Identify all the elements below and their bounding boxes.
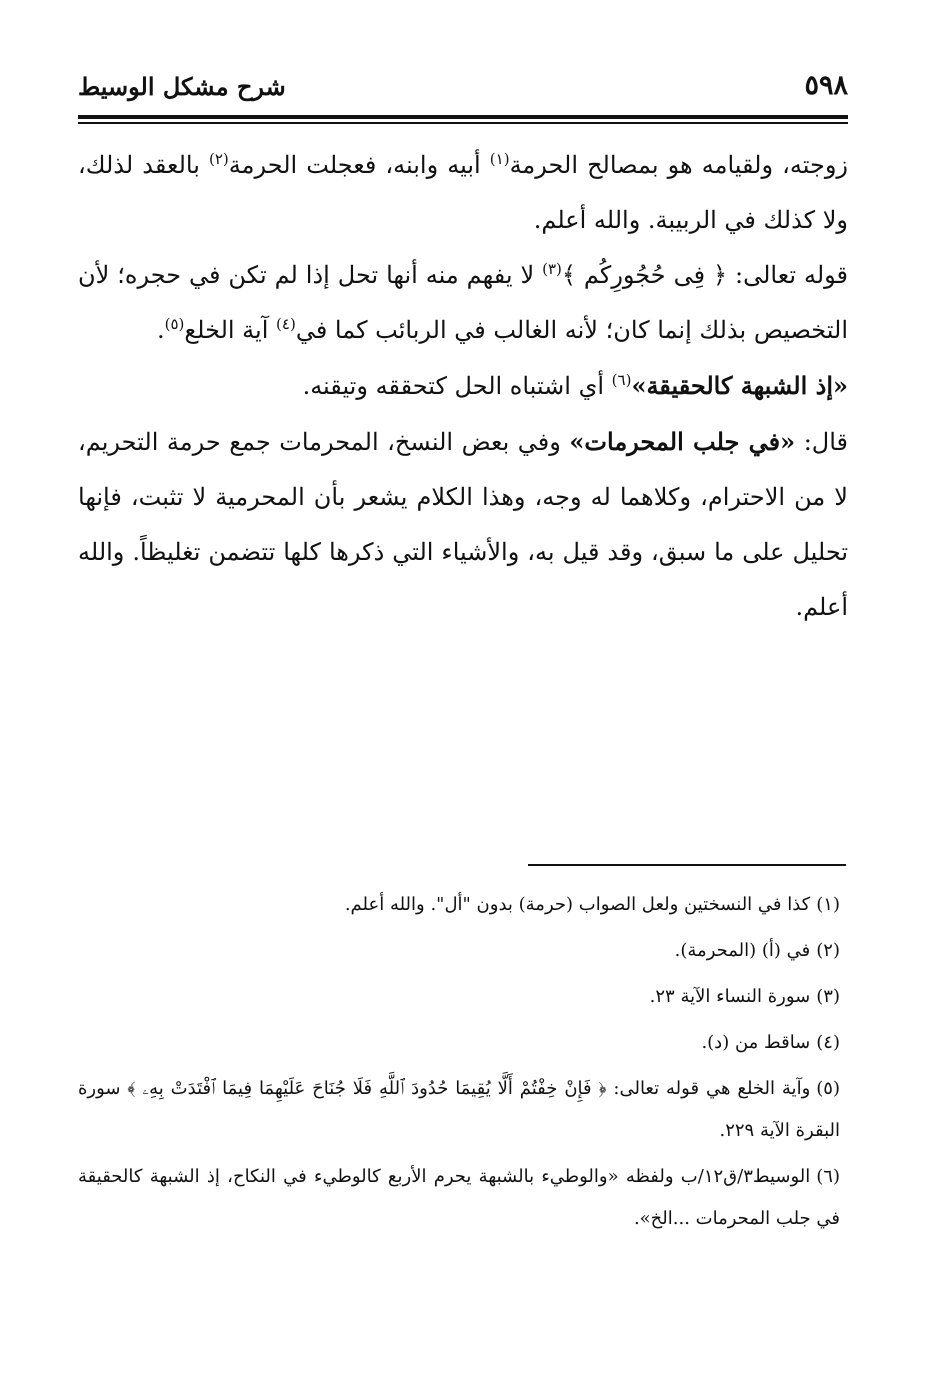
footnote-5 [78, 1068, 840, 1152]
footnote-number: (٥) [816, 1078, 840, 1099]
text-segment: وفي بعض النسخ، المحرمات جمع حرمة التحريم، لا من الاحترام، وكلاهما له وجه، وهذا الكلام يشعر بأن المحرمية لا تثبت، فإنها تحليل على ما سبق، وقد قيل به، والأشياء التي ذكرها كلها تتضمن تغليظاً. والله أعلم. [78, 428, 848, 621]
quoted-phrase: «في جلب المحرمات» [569, 427, 796, 456]
text-segment: آية الخلع [184, 316, 277, 344]
footnote-number: (٢) [816, 940, 840, 961]
footnote-number: (٦) [816, 1166, 840, 1187]
footnote-2 [78, 930, 840, 972]
quoted-phrase: «إذ الشبهة كالحقيقة» [631, 371, 848, 400]
text-segment: بالعقد لذلك، ولا كذلك في الربيبة. والله أعلم. [78, 151, 848, 234]
text-segment: زوجته، ولقيامه هو بمصالح الحرمة [509, 151, 849, 179]
footnote-ref-1: (١) [489, 150, 510, 168]
page-number: ٥٩٨ [804, 70, 848, 101]
footnote-text: ساقط من (د). [701, 1032, 811, 1053]
text-segment: أبيه وابنه، فعجلت الحرمة [228, 151, 490, 179]
footnote-separator [528, 864, 846, 866]
header-rule-thin [78, 122, 848, 124]
main-text [78, 138, 848, 635]
paragraph-2 [78, 248, 848, 358]
quran-quote: قوله تعالى: ﴿ فِى حُجُورِكُم ﴾ [561, 261, 849, 289]
running-header [78, 66, 848, 106]
text-segment: قال: [795, 428, 849, 456]
footnote-number: (١) [816, 894, 840, 915]
footnote-6 [78, 1156, 840, 1240]
header-rule-thick [78, 115, 848, 119]
text-segment: أي اشتباه الحل كتحققه وتيقنه. [302, 372, 612, 400]
footnote-4 [78, 1022, 840, 1064]
paragraph-4 [78, 414, 848, 635]
footnote-1 [78, 884, 840, 926]
footnote-ref-5: (٥) [164, 315, 185, 333]
footnote-text: وآية الخلع هي قوله تعالى: ﴿ فَإِنْ خِفْتُمْ أَلَّا يُقِيمَا حُدُودَ ٱللَّهِ فَلَا جُنَاحَ عَلَيْهِمَا فِيمَا ٱفْتَدَتْ بِهِۦ ﴾ سورة البقرة الآية ٢٢٩. [78, 1078, 840, 1141]
footnotes [78, 884, 840, 1244]
footnote-ref-4: (٤) [276, 315, 296, 333]
footnote-ref-6: (٦) [611, 371, 632, 389]
footnote-text: كذا في النسختين ولعل الصواب (حرمة) بدون "أل". والله أعلم. [344, 894, 811, 915]
book-title: شرح مشكل الوسيط [78, 72, 286, 101]
footnote-ref-2: (٢) [208, 150, 229, 168]
footnote-number: (٣) [816, 986, 840, 1007]
footnote-text: الوسيط٣/ق١٢/ب ولفظه «والوطيء بالشبهة يحرم الأربع كالوطيء في النكاح، إذ الشبهة كالحقيقة في جلب المحرمات ...الخ». [78, 1166, 840, 1229]
footnote-number: (٤) [816, 1032, 840, 1053]
paragraph-1 [78, 138, 848, 248]
text-segment: . [156, 316, 165, 344]
footnote-text: في (أ) (المحرمة). [674, 940, 811, 961]
text-segment: لا يفهم منه أنها تحل إذا لم تكن في حجره؛ لأن التخصيص بذلك إنما كان؛ لأنه الغالب في الربائب كما في [78, 261, 848, 344]
paragraph-3 [78, 358, 848, 414]
footnote-text: سورة النساء الآية ٢٣. [649, 986, 811, 1007]
footnote-3 [78, 976, 840, 1018]
footnote-ref-3: (٣) [542, 260, 562, 278]
